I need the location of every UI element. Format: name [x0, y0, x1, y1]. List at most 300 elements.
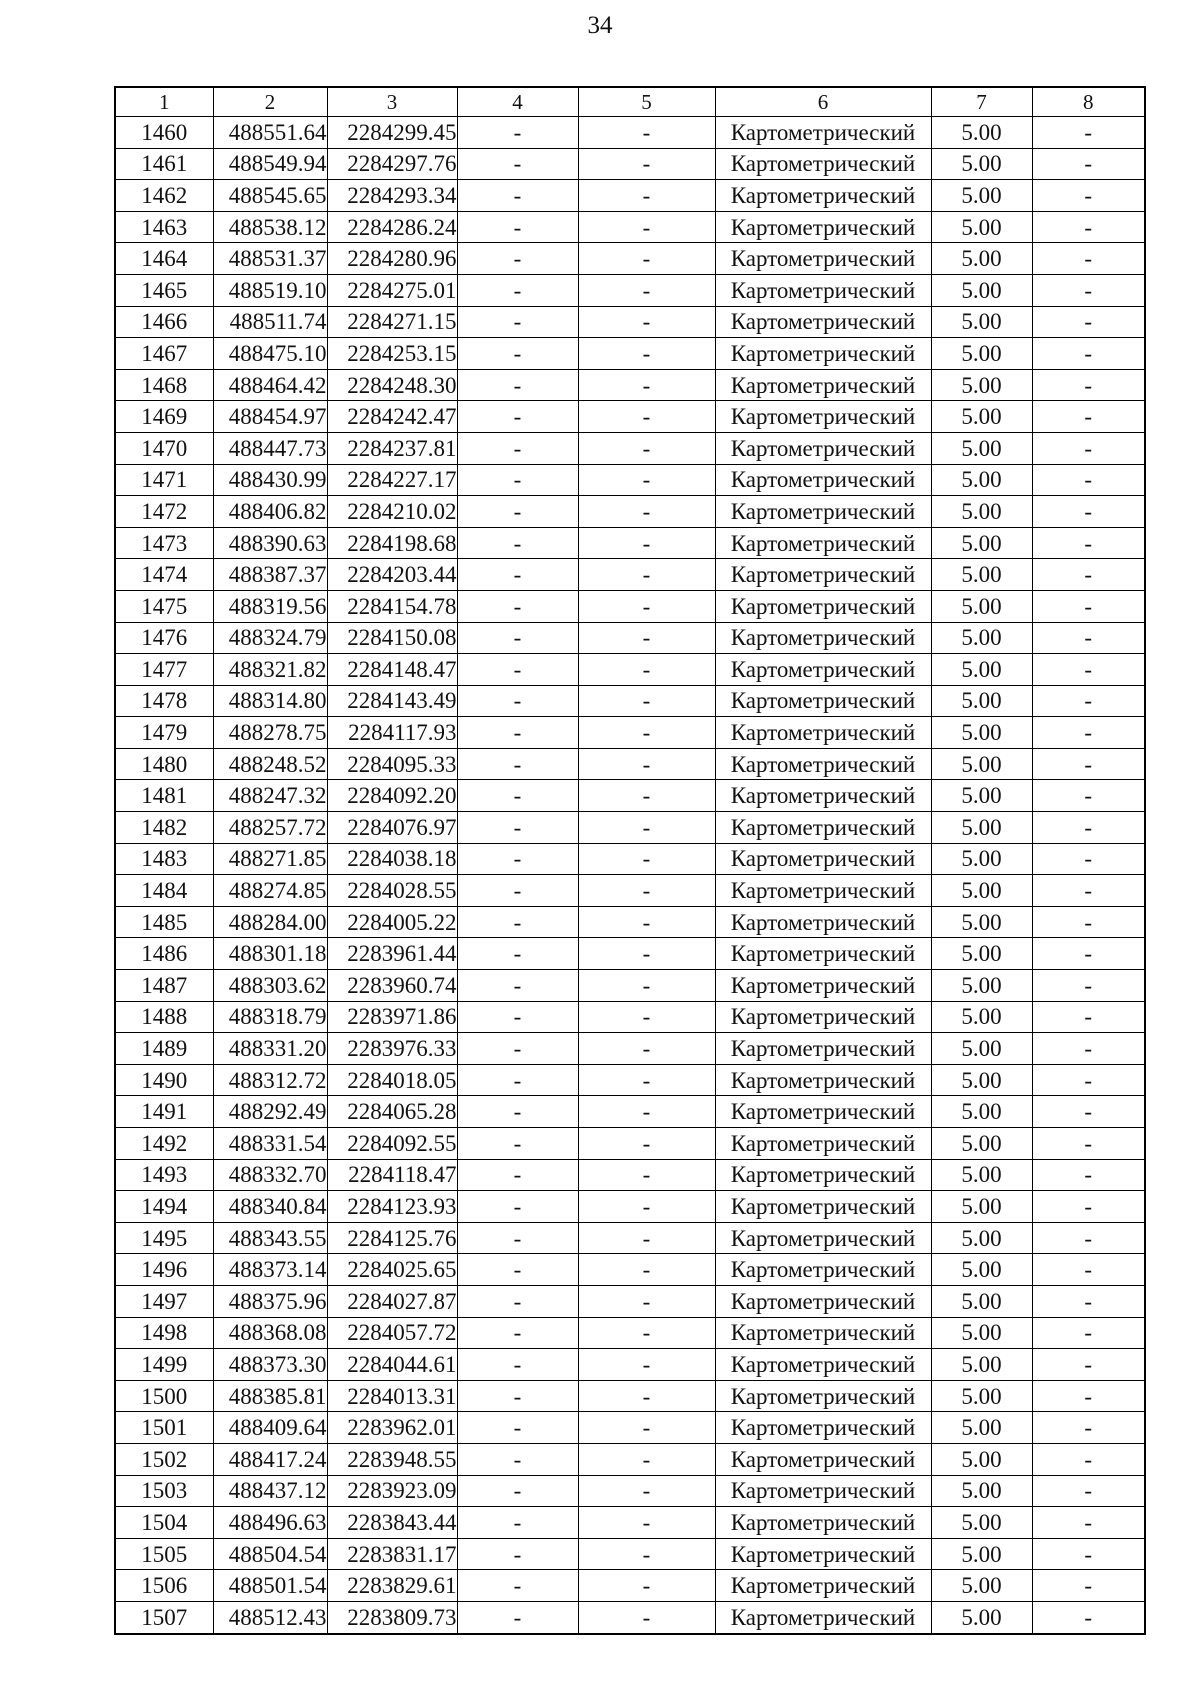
col5-cell: -	[578, 306, 715, 338]
col8-cell: -	[1032, 1191, 1145, 1223]
accuracy-cell: 5.00	[931, 1033, 1032, 1065]
y-coordinate-cell: 2284248.30	[327, 369, 457, 401]
x-coordinate-cell: 488437.12	[213, 1475, 327, 1507]
point-number-cell: 1473	[115, 527, 213, 559]
x-coordinate-cell: 488512.43	[213, 1601, 327, 1633]
y-coordinate-cell: 2284057.72	[327, 1317, 457, 1349]
method-cell: Картометрический	[715, 369, 931, 401]
col5-cell: -	[578, 117, 715, 149]
y-coordinate-cell: 2283976.33	[327, 1033, 457, 1065]
accuracy-cell: 5.00	[931, 211, 1032, 243]
col5-cell: -	[578, 748, 715, 780]
method-cell: Картометрический	[715, 685, 931, 717]
table-row	[115, 1475, 1145, 1507]
table-row	[115, 590, 1145, 622]
col5-cell: -	[578, 812, 715, 844]
x-coordinate-cell: 488387.37	[213, 559, 327, 591]
y-coordinate-cell: 2283809.73	[327, 1601, 457, 1633]
table-row	[115, 748, 1145, 780]
accuracy-cell: 5.00	[931, 1317, 1032, 1349]
point-number-cell: 1497	[115, 1285, 213, 1317]
y-coordinate-cell: 2284005.22	[327, 906, 457, 938]
method-cell: Картометрический	[715, 306, 931, 338]
point-number-cell: 1499	[115, 1349, 213, 1381]
accuracy-cell: 5.00	[931, 812, 1032, 844]
table-row	[115, 654, 1145, 686]
col5-cell: -	[578, 970, 715, 1002]
col8-cell: -	[1032, 148, 1145, 180]
table-row	[115, 496, 1145, 528]
table-row	[115, 369, 1145, 401]
col5-cell: -	[578, 1570, 715, 1602]
col8-cell: -	[1032, 590, 1145, 622]
col8-cell: -	[1032, 1159, 1145, 1191]
point-number-cell: 1493	[115, 1159, 213, 1191]
col5-cell: -	[578, 1538, 715, 1570]
col8-cell: -	[1032, 1380, 1145, 1412]
col4-cell: -	[457, 464, 578, 496]
col8-cell: -	[1032, 1033, 1145, 1065]
col8-cell: -	[1032, 1412, 1145, 1444]
table-row	[115, 148, 1145, 180]
x-coordinate-cell: 488257.72	[213, 812, 327, 844]
col8-cell: -	[1032, 812, 1145, 844]
x-coordinate-cell: 488501.54	[213, 1570, 327, 1602]
col4-cell: -	[457, 274, 578, 306]
table-row	[115, 906, 1145, 938]
table-row	[115, 1570, 1145, 1602]
col5-cell: -	[578, 654, 715, 686]
col5-cell: -	[578, 622, 715, 654]
x-coordinate-cell: 488373.30	[213, 1349, 327, 1381]
method-cell: Картометрический	[715, 654, 931, 686]
point-number-cell: 1504	[115, 1507, 213, 1539]
table-row	[115, 1317, 1145, 1349]
point-number-cell: 1480	[115, 748, 213, 780]
col4-cell: -	[457, 496, 578, 528]
x-coordinate-cell: 488274.85	[213, 875, 327, 907]
col5-cell: -	[578, 401, 715, 433]
table-row	[115, 1128, 1145, 1160]
point-number-cell: 1470	[115, 432, 213, 464]
point-number-cell: 1461	[115, 148, 213, 180]
table-row	[115, 1064, 1145, 1096]
x-coordinate-cell: 488248.52	[213, 748, 327, 780]
table-row	[115, 843, 1145, 875]
x-coordinate-cell: 488504.54	[213, 1538, 327, 1570]
accuracy-cell: 5.00	[931, 1096, 1032, 1128]
point-number-cell: 1467	[115, 338, 213, 370]
col8-cell: -	[1032, 274, 1145, 306]
col8-cell: -	[1032, 1475, 1145, 1507]
accuracy-cell: 5.00	[931, 1412, 1032, 1444]
table-row	[115, 1380, 1145, 1412]
table-row	[115, 1349, 1145, 1381]
col5-cell: -	[578, 1033, 715, 1065]
col8-cell: -	[1032, 1222, 1145, 1254]
method-cell: Картометрический	[715, 496, 931, 528]
x-coordinate-cell: 488430.99	[213, 464, 327, 496]
x-coordinate-cell: 488284.00	[213, 906, 327, 938]
col8-cell: -	[1032, 432, 1145, 464]
col8-cell: -	[1032, 622, 1145, 654]
col8-cell: -	[1032, 875, 1145, 907]
col8-cell: -	[1032, 780, 1145, 812]
table-row	[115, 464, 1145, 496]
method-cell: Картометрический	[715, 1412, 931, 1444]
col8-cell: -	[1032, 1538, 1145, 1570]
point-number-cell: 1484	[115, 875, 213, 907]
table-row	[115, 780, 1145, 812]
method-cell: Картометрический	[715, 1475, 931, 1507]
method-cell: Картометрический	[715, 1159, 931, 1191]
col5-cell: -	[578, 875, 715, 907]
col8-cell: -	[1032, 1507, 1145, 1539]
point-number-cell: 1478	[115, 685, 213, 717]
y-coordinate-cell: 2284150.08	[327, 622, 457, 654]
point-number-cell: 1460	[115, 117, 213, 149]
y-coordinate-cell: 2283831.17	[327, 1538, 457, 1570]
x-coordinate-cell: 488301.18	[213, 938, 327, 970]
col5-cell: -	[578, 1317, 715, 1349]
method-cell: Картометрический	[715, 464, 931, 496]
x-coordinate-cell: 488373.14	[213, 1254, 327, 1286]
col4-cell: -	[457, 559, 578, 591]
x-coordinate-cell: 488538.12	[213, 211, 327, 243]
method-cell: Картометрический	[715, 1033, 931, 1065]
col8-cell: -	[1032, 748, 1145, 780]
accuracy-cell: 5.00	[931, 243, 1032, 275]
col8-cell: -	[1032, 180, 1145, 212]
col4-cell: -	[457, 1191, 578, 1223]
col8-cell: -	[1032, 243, 1145, 275]
col5-cell: -	[578, 180, 715, 212]
y-coordinate-cell: 2284143.49	[327, 685, 457, 717]
col4-cell: -	[457, 1601, 578, 1633]
x-coordinate-cell: 488409.64	[213, 1412, 327, 1444]
method-cell: Картометрический	[715, 274, 931, 306]
point-number-cell: 1488	[115, 1001, 213, 1033]
point-number-cell: 1502	[115, 1443, 213, 1475]
point-number-cell: 1486	[115, 938, 213, 970]
column-header: 3	[327, 87, 457, 117]
accuracy-cell: 5.00	[931, 559, 1032, 591]
col4-cell: -	[457, 211, 578, 243]
accuracy-cell: 5.00	[931, 1443, 1032, 1475]
point-number-cell: 1501	[115, 1412, 213, 1444]
table-row	[115, 338, 1145, 370]
col4-cell: -	[457, 970, 578, 1002]
column-header: 4	[457, 87, 578, 117]
method-cell: Картометрический	[715, 1191, 931, 1223]
accuracy-cell: 5.00	[931, 717, 1032, 749]
accuracy-cell: 5.00	[931, 1538, 1032, 1570]
x-coordinate-cell: 488312.72	[213, 1064, 327, 1096]
col4-cell: -	[457, 338, 578, 370]
accuracy-cell: 5.00	[931, 1570, 1032, 1602]
x-coordinate-cell: 488331.54	[213, 1128, 327, 1160]
method-cell: Картометрический	[715, 1064, 931, 1096]
table-row	[115, 1538, 1145, 1570]
method-cell: Картометрический	[715, 780, 931, 812]
x-coordinate-cell: 488319.56	[213, 590, 327, 622]
method-cell: Картометрический	[715, 1128, 931, 1160]
col8-cell: -	[1032, 1349, 1145, 1381]
x-coordinate-cell: 488406.82	[213, 496, 327, 528]
table-row	[115, 1285, 1145, 1317]
y-coordinate-cell: 2283962.01	[327, 1412, 457, 1444]
col8-cell: -	[1032, 1601, 1145, 1633]
x-coordinate-cell: 488511.74	[213, 306, 327, 338]
x-coordinate-cell: 488321.82	[213, 654, 327, 686]
table-row	[115, 432, 1145, 464]
col5-cell: -	[578, 432, 715, 464]
method-cell: Картометрический	[715, 1001, 931, 1033]
point-number-cell: 1463	[115, 211, 213, 243]
point-number-cell: 1500	[115, 1380, 213, 1412]
x-coordinate-cell: 488324.79	[213, 622, 327, 654]
point-number-cell: 1487	[115, 970, 213, 1002]
x-coordinate-cell: 488343.55	[213, 1222, 327, 1254]
col5-cell: -	[578, 1285, 715, 1317]
y-coordinate-cell: 2284092.20	[327, 780, 457, 812]
accuracy-cell: 5.00	[931, 496, 1032, 528]
method-cell: Картометрический	[715, 1254, 931, 1286]
y-coordinate-cell: 2284198.68	[327, 527, 457, 559]
col8-cell: -	[1032, 906, 1145, 938]
method-cell: Картометрический	[715, 1285, 931, 1317]
method-cell: Картометрический	[715, 1349, 931, 1381]
col5-cell: -	[578, 1601, 715, 1633]
table-row	[115, 401, 1145, 433]
col8-cell: -	[1032, 527, 1145, 559]
y-coordinate-cell: 2284092.55	[327, 1128, 457, 1160]
accuracy-cell: 5.00	[931, 938, 1032, 970]
accuracy-cell: 5.00	[931, 1159, 1032, 1191]
x-coordinate-cell: 488447.73	[213, 432, 327, 464]
y-coordinate-cell: 2284028.55	[327, 875, 457, 907]
y-coordinate-cell: 2283948.55	[327, 1443, 457, 1475]
point-number-cell: 1490	[115, 1064, 213, 1096]
col8-cell: -	[1032, 369, 1145, 401]
col8-cell: -	[1032, 401, 1145, 433]
table-row	[115, 1507, 1145, 1539]
y-coordinate-cell: 2284018.05	[327, 1064, 457, 1096]
col4-cell: -	[457, 906, 578, 938]
point-number-cell: 1492	[115, 1128, 213, 1160]
col8-cell: -	[1032, 717, 1145, 749]
accuracy-cell: 5.00	[931, 369, 1032, 401]
col8-cell: -	[1032, 1064, 1145, 1096]
col8-cell: -	[1032, 117, 1145, 149]
accuracy-cell: 5.00	[931, 622, 1032, 654]
point-number-cell: 1481	[115, 780, 213, 812]
col4-cell: -	[457, 1064, 578, 1096]
point-number-cell: 1464	[115, 243, 213, 275]
y-coordinate-cell: 2284154.78	[327, 590, 457, 622]
accuracy-cell: 5.00	[931, 1254, 1032, 1286]
method-cell: Картометрический	[715, 1380, 931, 1412]
col4-cell: -	[457, 1001, 578, 1033]
y-coordinate-cell: 2284299.45	[327, 117, 457, 149]
table-row	[115, 117, 1145, 149]
accuracy-cell: 5.00	[931, 1064, 1032, 1096]
accuracy-cell: 5.00	[931, 748, 1032, 780]
col5-cell: -	[578, 1159, 715, 1191]
table-row	[115, 559, 1145, 591]
col4-cell: -	[457, 654, 578, 686]
point-number-cell: 1491	[115, 1096, 213, 1128]
method-cell: Картометрический	[715, 1507, 931, 1539]
table-row	[115, 622, 1145, 654]
method-cell: Картометрический	[715, 211, 931, 243]
x-coordinate-cell: 488271.85	[213, 843, 327, 875]
method-cell: Картометрический	[715, 432, 931, 464]
col4-cell: -	[457, 243, 578, 275]
accuracy-cell: 5.00	[931, 464, 1032, 496]
method-cell: Картометрический	[715, 1096, 931, 1128]
col4-cell: -	[457, 180, 578, 212]
y-coordinate-cell: 2284253.15	[327, 338, 457, 370]
y-coordinate-cell: 2284297.76	[327, 148, 457, 180]
table-row	[115, 1601, 1145, 1633]
accuracy-cell: 5.00	[931, 338, 1032, 370]
col8-cell: -	[1032, 970, 1145, 1002]
table-row	[115, 812, 1145, 844]
x-coordinate-cell: 488332.70	[213, 1159, 327, 1191]
col5-cell: -	[578, 1412, 715, 1444]
method-cell: Картометрический	[715, 1443, 931, 1475]
point-number-cell: 1474	[115, 559, 213, 591]
page-number: 34	[587, 12, 613, 39]
x-coordinate-cell: 488551.64	[213, 117, 327, 149]
x-coordinate-cell: 488464.42	[213, 369, 327, 401]
method-cell: Картометрический	[715, 1601, 931, 1633]
col4-cell: -	[457, 1128, 578, 1160]
point-number-cell: 1477	[115, 654, 213, 686]
x-coordinate-cell: 488292.49	[213, 1096, 327, 1128]
point-number-cell: 1472	[115, 496, 213, 528]
method-cell: Картометрический	[715, 1538, 931, 1570]
accuracy-cell: 5.00	[931, 1285, 1032, 1317]
col5-cell: -	[578, 1001, 715, 1033]
col4-cell: -	[457, 1033, 578, 1065]
method-cell: Картометрический	[715, 812, 931, 844]
point-number-cell: 1498	[115, 1317, 213, 1349]
y-coordinate-cell: 2284027.87	[327, 1285, 457, 1317]
point-number-cell: 1482	[115, 812, 213, 844]
table-row	[115, 274, 1145, 306]
accuracy-cell: 5.00	[931, 906, 1032, 938]
y-coordinate-cell: 2283843.44	[327, 1507, 457, 1539]
col4-cell: -	[457, 1222, 578, 1254]
col8-cell: -	[1032, 938, 1145, 970]
accuracy-cell: 5.00	[931, 970, 1032, 1002]
col4-cell: -	[457, 1159, 578, 1191]
col4-cell: -	[457, 812, 578, 844]
accuracy-cell: 5.00	[931, 180, 1032, 212]
method-cell: Картометрический	[715, 1570, 931, 1602]
col5-cell: -	[578, 1475, 715, 1507]
method-cell: Картометрический	[715, 843, 931, 875]
header-row	[115, 87, 1145, 117]
accuracy-cell: 5.00	[931, 590, 1032, 622]
method-cell: Картометрический	[715, 590, 931, 622]
accuracy-cell: 5.00	[931, 274, 1032, 306]
x-coordinate-cell: 488531.37	[213, 243, 327, 275]
col8-cell: -	[1032, 1285, 1145, 1317]
col4-cell: -	[457, 1380, 578, 1412]
col4-cell: -	[457, 780, 578, 812]
x-coordinate-cell: 488278.75	[213, 717, 327, 749]
column-header: 6	[715, 87, 931, 117]
point-number-cell: 1507	[115, 1601, 213, 1633]
x-coordinate-cell: 488318.79	[213, 1001, 327, 1033]
y-coordinate-cell: 2284280.96	[327, 243, 457, 275]
y-coordinate-cell: 2284227.17	[327, 464, 457, 496]
accuracy-cell: 5.00	[931, 685, 1032, 717]
accuracy-cell: 5.00	[931, 1001, 1032, 1033]
col4-cell: -	[457, 685, 578, 717]
col4-cell: -	[457, 1096, 578, 1128]
col5-cell: -	[578, 685, 715, 717]
table-row	[115, 1191, 1145, 1223]
col5-cell: -	[578, 369, 715, 401]
col5-cell: -	[578, 527, 715, 559]
y-coordinate-cell: 2283960.74	[327, 970, 457, 1002]
x-coordinate-cell: 488247.32	[213, 780, 327, 812]
table-row	[115, 211, 1145, 243]
y-coordinate-cell: 2283923.09	[327, 1475, 457, 1507]
col8-cell: -	[1032, 1254, 1145, 1286]
accuracy-cell: 5.00	[931, 1380, 1032, 1412]
y-coordinate-cell: 2284271.15	[327, 306, 457, 338]
table-row	[115, 938, 1145, 970]
y-coordinate-cell: 2284125.76	[327, 1222, 457, 1254]
accuracy-cell: 5.00	[931, 1222, 1032, 1254]
y-coordinate-cell: 2283971.86	[327, 1001, 457, 1033]
col8-cell: -	[1032, 685, 1145, 717]
accuracy-cell: 5.00	[931, 1191, 1032, 1223]
col8-cell: -	[1032, 843, 1145, 875]
method-cell: Картометрический	[715, 970, 931, 1002]
accuracy-cell: 5.00	[931, 432, 1032, 464]
y-coordinate-cell: 2284065.28	[327, 1096, 457, 1128]
col4-cell: -	[457, 875, 578, 907]
table-body	[115, 117, 1145, 1634]
point-number-cell: 1468	[115, 369, 213, 401]
col5-cell: -	[578, 1507, 715, 1539]
col4-cell: -	[457, 1443, 578, 1475]
point-number-cell: 1462	[115, 180, 213, 212]
column-header: 7	[931, 87, 1032, 117]
col8-cell: -	[1032, 1570, 1145, 1602]
y-coordinate-cell: 2284095.33	[327, 748, 457, 780]
table-row	[115, 717, 1145, 749]
col4-cell: -	[457, 306, 578, 338]
table-row	[115, 1222, 1145, 1254]
accuracy-cell: 5.00	[931, 1475, 1032, 1507]
col4-cell: -	[457, 1570, 578, 1602]
y-coordinate-cell: 2284286.24	[327, 211, 457, 243]
col4-cell: -	[457, 622, 578, 654]
col5-cell: -	[578, 938, 715, 970]
y-coordinate-cell: 2284118.47	[327, 1159, 457, 1191]
point-number-cell: 1485	[115, 906, 213, 938]
table-row	[115, 970, 1145, 1002]
method-cell: Картометрический	[715, 148, 931, 180]
point-number-cell: 1475	[115, 590, 213, 622]
